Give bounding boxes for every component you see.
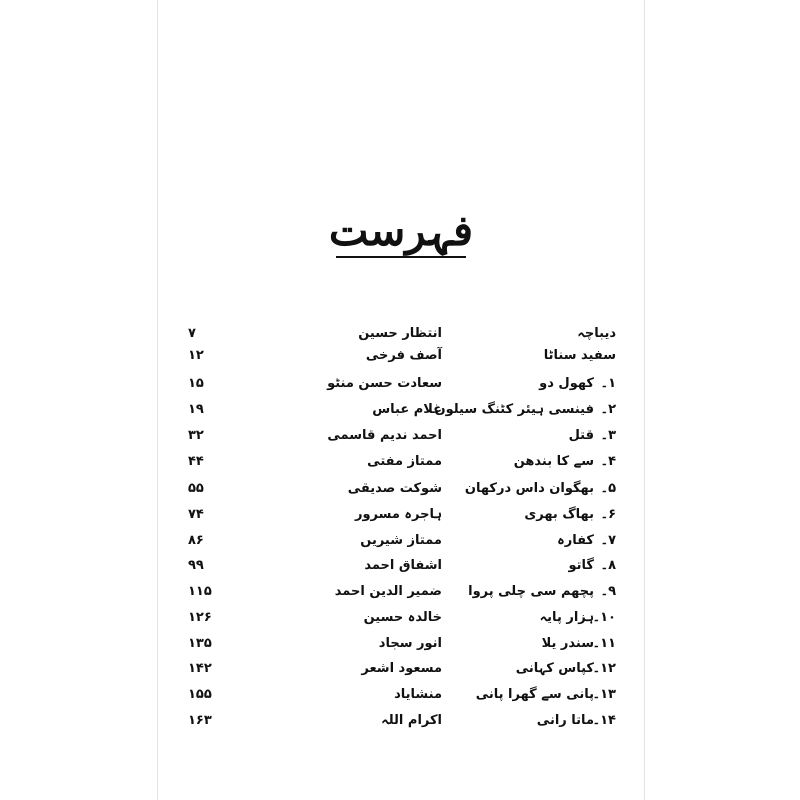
entry-page: ۱۲۶ xyxy=(188,610,212,625)
entry-author: اشفاق احمد xyxy=(364,558,442,573)
entry-title: سفید سناٹا xyxy=(543,348,616,363)
entry-author: ممتاز شیریں xyxy=(360,533,442,548)
entry-title: سے کا بندھن xyxy=(513,454,594,469)
entry-author: انتظار حسین xyxy=(358,326,442,341)
entry-author: ہاجرہ مسرور xyxy=(354,507,442,522)
entry-number: ۵۔ xyxy=(600,481,616,496)
entry-title: کفارہ xyxy=(557,533,594,548)
toc-row xyxy=(158,344,644,368)
entry-number: ۹۔ xyxy=(600,584,616,599)
entry-author: مسعود اشعر xyxy=(361,661,442,676)
entry-number: ۴۔ xyxy=(600,454,616,469)
entry-number: ۶۔ xyxy=(600,507,616,522)
entry-page: ۸۶ xyxy=(188,533,204,548)
entry-page: ۱۱۵ xyxy=(188,584,212,599)
entry-page: ۱۶۳ xyxy=(188,713,212,728)
title-underline xyxy=(336,256,466,258)
toc-row xyxy=(158,580,644,604)
entry-title: دیباچہ xyxy=(577,326,616,341)
entry-number: ۷۔ xyxy=(600,533,616,548)
entry-number: ۸۔ xyxy=(600,558,616,573)
toc-row xyxy=(158,683,644,707)
entry-number: ۲۔ xyxy=(600,402,616,417)
entry-page: ۷ xyxy=(188,326,196,341)
entry-page: ۱۴۲ xyxy=(188,661,212,676)
entry-title: بھگوان داس درکھان xyxy=(464,481,594,496)
entry-author: آصف فرخی xyxy=(365,348,442,363)
entry-page: ۴۴ xyxy=(188,454,204,469)
entry-title: پانی سے گھرا پانی xyxy=(475,687,594,702)
entry-author: غلام عباس xyxy=(372,402,442,417)
entry-number: ۱۳۔ xyxy=(592,687,616,702)
entry-title: بھاگ بھری xyxy=(524,507,594,522)
toc-row xyxy=(158,709,644,733)
entry-title: فینسی ہیئر کٹنگ سیلون xyxy=(434,402,594,417)
toc-row xyxy=(158,450,644,474)
entry-number: ۱۴۔ xyxy=(592,713,616,728)
entry-number: ۱۰۔ xyxy=(592,610,616,625)
entry-author: سعادت حسن منٹو xyxy=(327,376,442,391)
toc-row xyxy=(158,632,644,656)
toc-row xyxy=(158,503,644,527)
entry-title: قتل xyxy=(568,428,594,443)
entry-title: سندر یلا xyxy=(541,636,594,651)
entry-number: ۳۔ xyxy=(600,428,616,443)
toc-row xyxy=(158,424,644,448)
entry-author: ضمیر الدین احمد xyxy=(334,584,442,599)
entry-number: ۱۱۔ xyxy=(592,636,616,651)
entry-number: ۱۔ xyxy=(600,376,616,391)
entry-author: ممتاز مفتی xyxy=(367,454,442,469)
toc-row xyxy=(158,529,644,553)
toc-row xyxy=(158,657,644,681)
toc-row xyxy=(158,322,644,346)
toc-row xyxy=(158,606,644,630)
toc-row xyxy=(158,477,644,501)
entry-page: ۱۳۵ xyxy=(188,636,212,651)
entry-page: ۱۵۵ xyxy=(188,687,212,702)
entry-page: ۵۵ xyxy=(188,481,204,496)
entry-author: منشایاد xyxy=(394,687,442,702)
entry-author: خالدہ حسین xyxy=(363,610,442,625)
entry-page: ۱۲ xyxy=(188,348,204,363)
entry-page: ۳۲ xyxy=(188,428,204,443)
entry-page: ۱۵ xyxy=(188,376,204,391)
toc-row xyxy=(158,554,644,578)
entry-page: ۱۹ xyxy=(188,402,204,417)
entry-page: ۹۹ xyxy=(188,558,204,573)
entry-page: ۷۴ xyxy=(188,507,204,522)
entry-title: گاتو xyxy=(568,558,594,573)
toc-row xyxy=(158,372,644,396)
entry-title: ماتا رانی xyxy=(536,713,594,728)
entry-author: شوکت صدیقی xyxy=(347,481,442,496)
page-title: فہرست xyxy=(328,206,474,255)
entry-author: انور سجاد xyxy=(378,636,442,651)
toc-row xyxy=(158,398,644,422)
entry-title: کھول دو xyxy=(539,376,594,391)
entry-author: احمد ندیم قاسمی xyxy=(327,428,442,443)
entry-title: ہزار پایہ xyxy=(539,610,594,625)
entry-title: کپاس کہانی xyxy=(515,661,594,676)
entry-title: پچھم سی چلی پروا xyxy=(468,584,594,599)
entry-author: اکرام اللہ xyxy=(381,713,442,728)
book-page xyxy=(157,0,645,800)
entry-number: ۱۲۔ xyxy=(592,661,616,676)
